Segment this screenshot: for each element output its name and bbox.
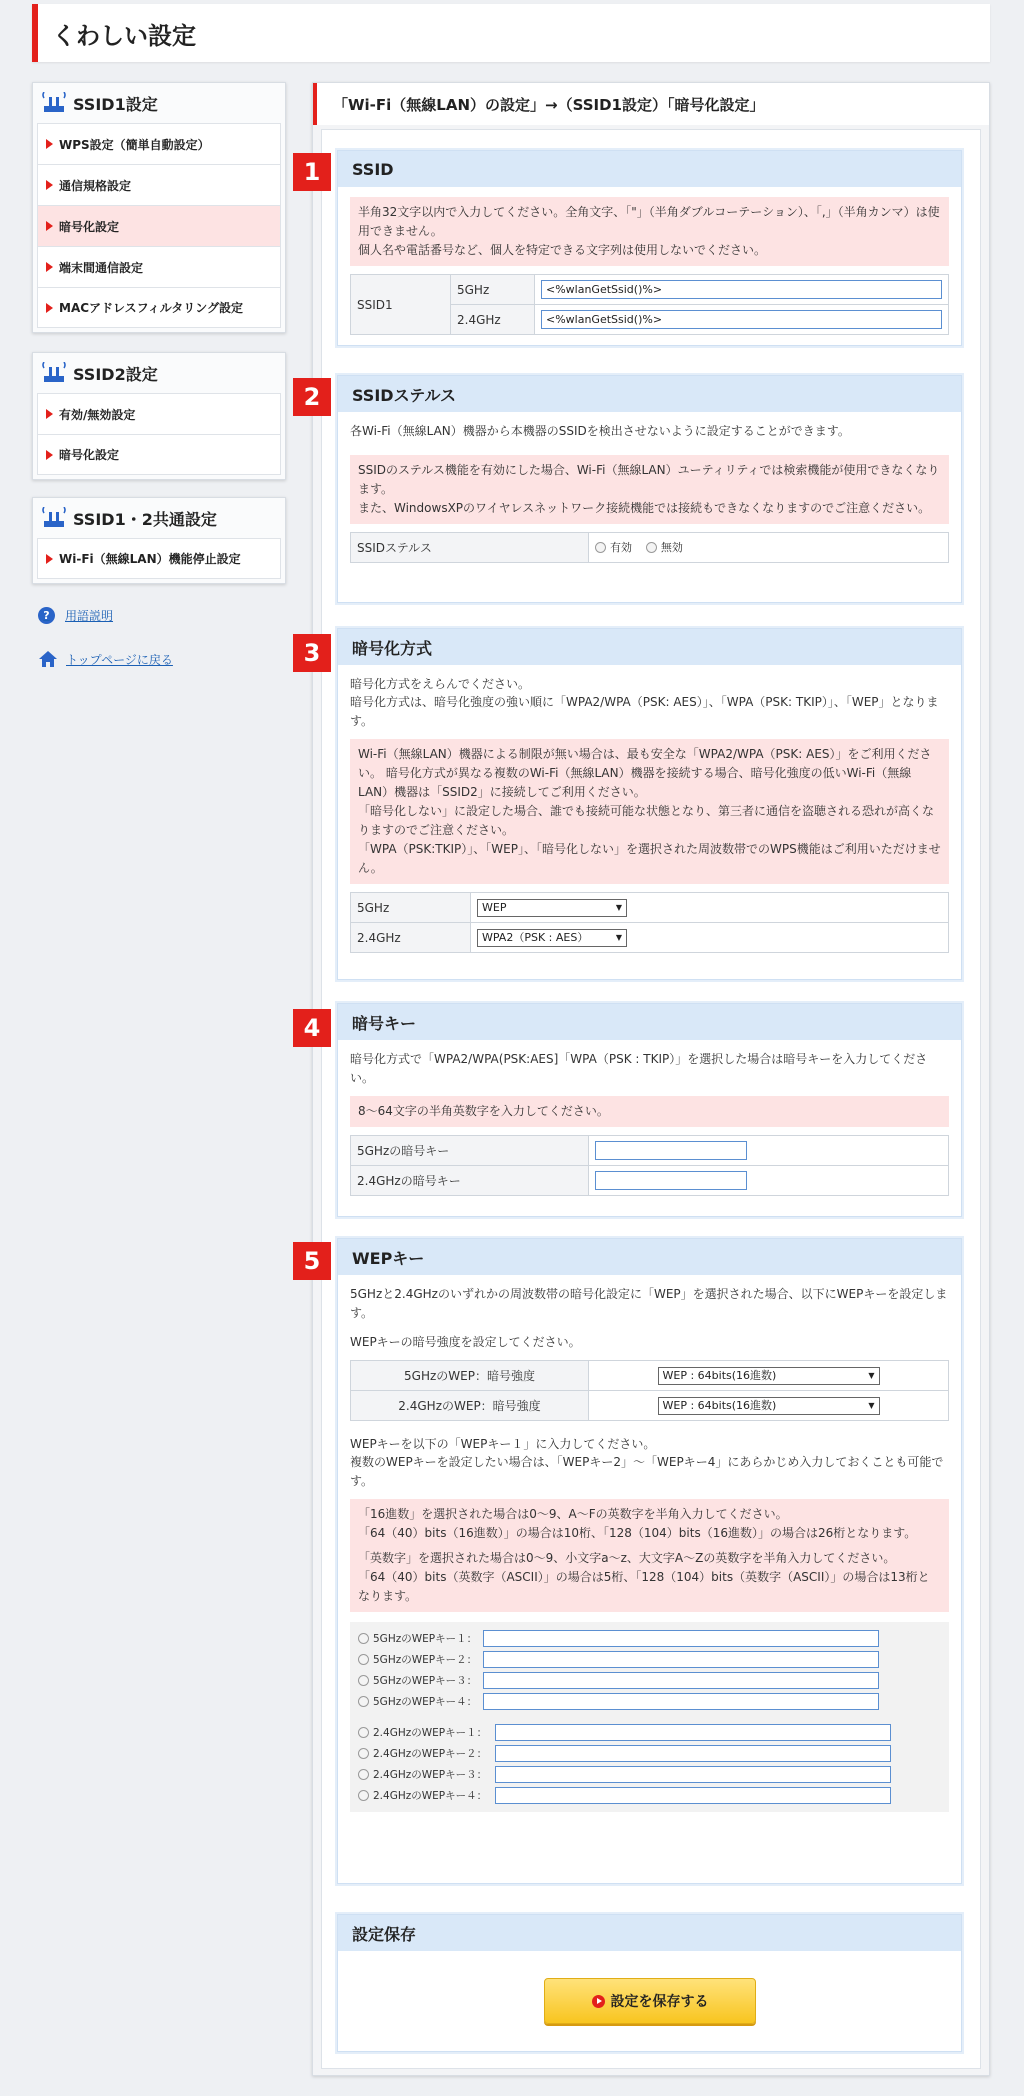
wep-key-row [358, 1785, 941, 1806]
select-value: WEP : 64bits(16進数) [662, 1369, 777, 1382]
key-24ghz-label: 2.4GHzの暗号キー [351, 1166, 589, 1196]
warning-text: Wi-Fi（無線LAN）機器による制限が無い場合は、最も安全な「WPA2/WPA（PSK: AES）」をご利用ください。 暗号化方式が異なる複数のWi-Fi（無線LAN）機器を接続する場合、暗号化強度の低いWi-Fi（無線LAN）機器は「SSID2」に接続してご利用ください。 [358, 747, 932, 799]
wep-5ghz-key2-input[interactable] [483, 1651, 879, 1668]
section-ssid [337, 150, 962, 346]
sidebar-item-encryption[interactable] [37, 205, 281, 246]
stealth-description: 各Wi-Fi（無線LAN）機器から本機器のSSIDを検出させないように設定することができます。 [350, 424, 850, 438]
arrow-right-icon [46, 554, 53, 564]
section-number-1: 1 [293, 153, 331, 191]
sidebar-item-encryption-ssid2[interactable] [37, 434, 281, 475]
key-5ghz-input[interactable] [595, 1141, 747, 1160]
top-page-link[interactable] [38, 650, 173, 668]
radio-button[interactable] [358, 1696, 369, 1707]
radio-button[interactable] [358, 1654, 369, 1665]
encryption-description: 暗号化方式をえらんでください。 [350, 677, 531, 691]
warning-text: 「暗号化しない」に設定した場合、誰でも接続可能な状態となり、第三者に通信を盗聴される恐れが高くなりますのでご注意ください。 [358, 804, 935, 837]
wep-24ghz-label: 2.4GHzのWEP：暗号強度 [351, 1391, 589, 1421]
sidebar-item-label: 暗号化設定 [59, 219, 120, 234]
radio-button[interactable] [358, 1633, 369, 1644]
sidebar-item-enable[interactable] [37, 393, 281, 434]
radio-button[interactable] [595, 542, 606, 553]
wep-key-row [358, 1764, 941, 1785]
arrow-right-icon [46, 409, 53, 419]
sidebar-group-header [33, 498, 285, 538]
warning-text: また、WindowsXPのワイヤレスネットワーク接続機能では接続もできなくなりますのでご注意ください。 [358, 501, 931, 515]
sidebar-group-title: SSID1設定 [73, 94, 158, 114]
sidebar-item-label: WPS設定（簡単自動設定） [59, 137, 210, 152]
help-link[interactable] [38, 607, 113, 624]
section-title: SSIDステルス [338, 376, 961, 412]
band-24ghz-label: 2.4GHz [451, 305, 535, 335]
section-encryption-key [337, 1003, 962, 1217]
save-button[interactable] [544, 1978, 756, 2024]
warning-text: 「64（40）bits（英数字（ASCII）」の場合は5桁、「128（104）bits（英数字（ASCII）」の場合は13桁となります。 [358, 1570, 930, 1603]
section-number-2: 2 [293, 378, 331, 416]
wep-key-row [358, 1691, 941, 1712]
warning-text: 「WPA（PSK:TKIP）」、「WEP」、「暗号化しない」を選択された周波数帯でのWPS機能はご利用いただけません。 [358, 842, 941, 875]
play-icon [592, 1995, 605, 2008]
save-button-label: 設定を保存する [610, 1994, 709, 2010]
wep-key-row [358, 1670, 941, 1691]
wep-24ghz-key2-input[interactable] [495, 1745, 891, 1762]
wep-key-label: 5GHzのWEPキー１： [373, 1632, 478, 1645]
stealth-label: SSIDステルス [351, 533, 589, 563]
wep-5ghz-key1-input[interactable] [483, 1630, 879, 1647]
arrow-right-icon [46, 180, 53, 190]
sidebar-group-header [33, 83, 285, 123]
section-title: 設定保存 [338, 1915, 961, 1951]
band-5ghz-label: 5GHz [451, 275, 535, 305]
ssid-24ghz-input[interactable] [541, 310, 942, 329]
sidebar-group-common [32, 497, 286, 584]
ssid1-label: SSID1 [351, 275, 451, 335]
radio-button[interactable] [358, 1790, 369, 1801]
encryption-24ghz-select[interactable] [477, 929, 627, 947]
section-title: SSID [338, 151, 961, 187]
radio-button[interactable] [646, 542, 657, 553]
warning-text: 「英数字」を選択された場合は0～9、小文字a～z、大文字A～Zの英数字を半角入力してください。 [358, 1551, 896, 1565]
wep-5ghz-select[interactable] [658, 1367, 880, 1385]
encryption-table [350, 892, 949, 953]
wep-key-label: 2.4GHzのWEPキー４： [373, 1789, 488, 1802]
radio-button[interactable] [358, 1727, 369, 1738]
sidebar-item-label: 通信規格設定 [59, 178, 132, 193]
wep-keys-box [350, 1622, 949, 1812]
key-warning: 8～64文字の半角英数字を入力してください。 [350, 1096, 949, 1127]
section-wep-key [337, 1238, 962, 1884]
sidebar-item-label: 有効/無効設定 [59, 407, 136, 422]
main-title: 「Wi-Fi（無線LAN）の設定」→（SSID1設定）「暗号化設定」 [313, 83, 989, 125]
band-24ghz-label: 2.4GHz [351, 923, 471, 953]
warning-text: 「16進数」を選択された場合は0～9、A～Fの英数字を半角入力してください。 [358, 1507, 788, 1521]
section-title: 暗号化方式 [338, 629, 961, 665]
encryption-description: 暗号化方式は、暗号化強度の強い順に「WPA2/WPA（PSK: AES）」、「WPA（PSK: TKIP）」、「WEP」となります。 [350, 695, 939, 728]
section-title: 暗号キー [338, 1004, 961, 1040]
wep-5ghz-key4-input[interactable] [483, 1693, 879, 1710]
help-icon: ? [38, 607, 55, 624]
key-24ghz-input[interactable] [595, 1171, 747, 1190]
dropdown-arrow-icon: ▼ [615, 933, 622, 942]
dropdown-arrow-icon: ▼ [868, 1371, 875, 1380]
sidebar-group-header [33, 353, 285, 393]
sidebar-group-title: SSID2設定 [73, 364, 158, 384]
sidebar-item-wps[interactable] [37, 123, 281, 164]
sidebar-group-ssid1 [32, 82, 286, 333]
encryption-warning [350, 739, 949, 884]
wep-key-label: 2.4GHzのWEPキー３： [373, 1768, 488, 1781]
wep-description: WEPキーの暗号強度を設定してください。 [350, 1335, 581, 1349]
stealth-warning [350, 455, 949, 524]
stealth-table [350, 532, 949, 563]
wep-description: WEPキーを以下の「WEPキー１」に入力してください。 [350, 1437, 656, 1451]
wifi-router-icon [41, 92, 67, 114]
wep-key-label: 5GHzのWEPキー３： [373, 1674, 478, 1687]
wep-description: 複数のWEPキーを設定したい場合は、「WEPキー2」～「WEPキー4」にあらかじめ入力しておくことも可能です。 [350, 1455, 944, 1488]
wep-5ghz-key3-input[interactable] [483, 1672, 879, 1689]
select-value: WPA2（PSK : AES） [482, 931, 589, 944]
warning-text: 半角32文字以内で入力してください。全角文字、「"」（半角ダブルコーテーション）、「,」（半角カンマ）は使用できません。 [358, 205, 940, 238]
page-title: くわしい設定 [52, 21, 196, 50]
warning-text: 「64（40）bits（16進数）」の場合は10桁、「128（104）bits（16進数）」の場合は26桁となります。 [358, 1526, 917, 1540]
wep-description: 5GHzと2.4GHzのいずれかの周波数帯の暗号化設定に「WEP」を選択された場合、以下にWEPキーを設定します。 [350, 1287, 948, 1320]
select-value: WEP [482, 901, 507, 914]
wep-24ghz-key3-input[interactable] [495, 1766, 891, 1783]
radio-button[interactable] [358, 1675, 369, 1686]
wep-24ghz-key4-input[interactable] [495, 1787, 891, 1804]
wep-key-label: 5GHzのWEPキー４： [373, 1695, 478, 1708]
ssid-table [350, 274, 949, 335]
encryption-5ghz-select[interactable] [477, 899, 627, 917]
select-value: WEP : 64bits(16進数) [662, 1399, 777, 1412]
top-page-link-label: トップページに戻る [66, 652, 173, 667]
sidebar-item-wifi-stop[interactable] [37, 538, 281, 579]
wifi-router-icon [41, 362, 67, 384]
section-number-5: 5 [293, 1242, 331, 1280]
sidebar-item-label: 端末間通信設定 [59, 260, 144, 275]
dropdown-arrow-icon: ▼ [615, 903, 622, 912]
stealth-on-option[interactable] [595, 540, 632, 554]
section-number-3: 3 [293, 634, 331, 672]
section-number-4: 4 [293, 1009, 331, 1047]
wifi-router-icon [41, 507, 67, 529]
sidebar-item-label: Wi-Fi（無線LAN）機能停止設定 [59, 552, 241, 566]
stealth-off-option[interactable] [646, 540, 683, 554]
band-5ghz-label: 5GHz [351, 893, 471, 923]
sidebar-group-ssid2 [32, 352, 286, 480]
section-encryption-method [337, 628, 962, 980]
warning-text: SSIDのステルス機能を有効にした場合、Wi-Fi（無線LAN）ユーティリティでは検索機能が使用できなくなります。 [358, 463, 940, 496]
key-description: 暗号化方式で「WPA2/WPA(PSK:AES]「WPA（PSK : TKIP）」を選択した場合は暗号キーを入力してください。 [350, 1052, 928, 1085]
wep-24ghz-select[interactable] [658, 1397, 880, 1415]
sidebar-item-label: MACアドレスフィルタリング設定 [59, 301, 243, 315]
wep-key-row [358, 1722, 941, 1743]
radio-label: 有効 [610, 541, 632, 554]
ssid-5ghz-input[interactable] [541, 280, 942, 299]
dropdown-arrow-icon: ▼ [868, 1401, 875, 1410]
section-title: WEPキー [338, 1239, 961, 1275]
sidebar-item-standard[interactable] [37, 164, 281, 205]
arrow-right-icon [46, 221, 53, 231]
radio-button[interactable] [358, 1748, 369, 1759]
wep-key-row [358, 1743, 941, 1764]
warning-text: 個人名や電話番号など、個人を特定できる文字列は使用しないでください。 [358, 243, 767, 257]
sidebar-item-mac-filter[interactable] [37, 287, 281, 328]
sidebar-item-label: 暗号化設定 [59, 448, 120, 462]
wep-key-row [358, 1649, 941, 1670]
arrow-right-icon [46, 303, 53, 313]
key-table [350, 1135, 949, 1196]
wep-key-label: 2.4GHzのWEPキー１： [373, 1726, 488, 1739]
arrow-right-icon [46, 450, 53, 460]
ssid-warning [350, 197, 949, 266]
arrow-right-icon [46, 262, 53, 272]
sidebar-item-interclient[interactable] [37, 246, 281, 287]
wep-key-label: 5GHzのWEPキー２： [373, 1653, 478, 1666]
wep-key-label: 2.4GHzのWEPキー２： [373, 1747, 488, 1760]
radio-label: 無効 [660, 541, 683, 554]
help-link-label: 用語説明 [65, 609, 114, 623]
home-icon [38, 650, 58, 668]
wep-strength-table [350, 1360, 949, 1421]
radio-button[interactable] [358, 1769, 369, 1780]
section-ssid-stealth [337, 375, 962, 603]
key-5ghz-label: 5GHzの暗号キー [351, 1136, 589, 1166]
arrow-right-icon [46, 139, 53, 149]
wep-key-row [358, 1628, 941, 1649]
wep-warning [350, 1499, 949, 1612]
wep-5ghz-label: 5GHzのWEP：暗号強度 [351, 1361, 589, 1391]
sidebar-group-title: SSID1・2共通設定 [73, 509, 217, 529]
wep-24ghz-key1-input[interactable] [495, 1724, 891, 1741]
page-header [32, 4, 990, 62]
